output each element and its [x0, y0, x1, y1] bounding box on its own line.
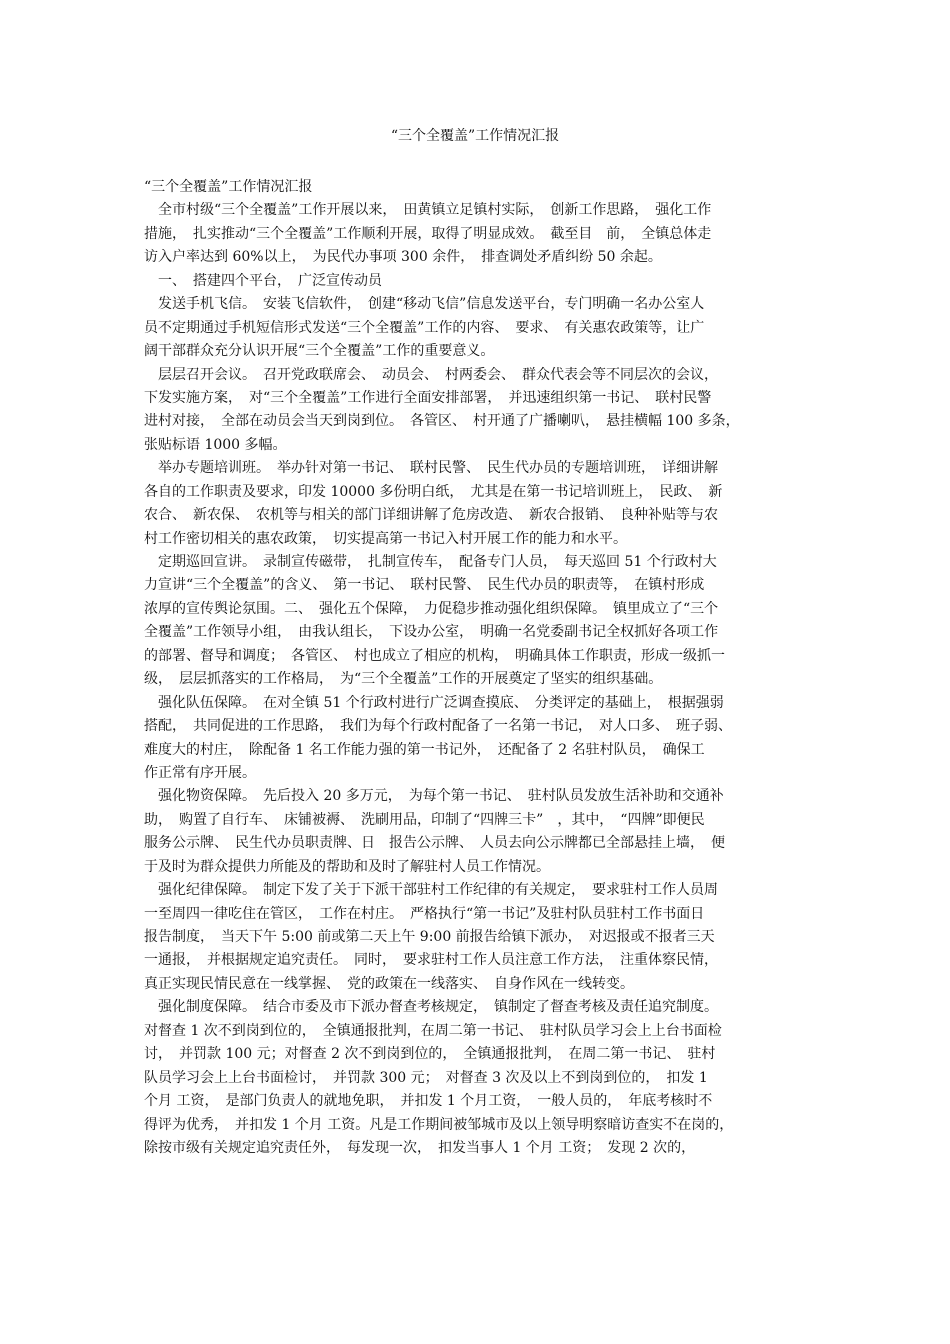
body-text-line: 对督查 1 次不到岗到位的， 全镇通报批判，在周二第一书记、 驻村队员学习会上上台书面检	[144, 1022, 722, 1039]
document-title: “三个全覆盖”工作情况汇报	[390, 128, 560, 144]
body-text-line: 浓厚的宣传舆论氛围。二、 强化五个保障， 力促稳步推动强化组织保障。 镇里成立了“三个	[144, 600, 719, 617]
body-text-line: 各自的工作职责及要求，印发 10000 多份明白纸， 尤其是在第一书记培训班上， 民政、 新	[144, 483, 723, 500]
body-text-line: 力宣讲“三个全覆盖”的含义、 第一书记、 联村民警、 民生代办员的职责等， 在镇村形成	[144, 577, 705, 594]
body-text-line: 阔干部群众充分认识开展“三个全覆盖”工作的重要意义。	[144, 343, 495, 360]
body-text-line: 下发实施方案， 对“三个全覆盖”工作进行全面安排部署， 并迅速组织第一书记、 联村民警	[144, 389, 712, 406]
body-text-line: 报告制度， 当天下午 5:00 前或第二天上午 9:00 前报告给镇下派办， 对迟报或不报者三天	[144, 929, 715, 945]
body-text-line: 强化制度保障。 结合市委及市下派办督查考核规定， 镇制定了督查考核及责任追究制度。	[144, 999, 718, 1016]
body-text-line: 难度大的村庄， 除配备 1 名工作能力强的第一书记外， 还配备了 2 名驻村队员， 确保工	[144, 741, 705, 758]
body-text-line: 得评为优秀， 并扣发 1 个月 工资。凡是工作期间被邹城市及以上领导明察暗访查实不在岗的，	[144, 1116, 734, 1133]
body-text-line: 全市村级“三个全覆盖”工作开展以来， 田黄镇立足镇村实际， 创新工作思路， 强化工作	[144, 202, 712, 219]
body-text-line: 队员学习会上上台书面检讨， 并罚款 300 元； 对督查 3 次及以上不到岗到位的， 扣发 1	[144, 1069, 708, 1086]
body-text-line: “三个全覆盖”工作情况汇报	[144, 179, 313, 195]
body-text-line: 除按市级有关规定追究责任外， 每发现一次， 扣发当事人 1 个月 工资； 发现 2 次的，	[144, 1139, 696, 1156]
body-text-line: 举办专题培训班。 举办针对第一书记、 联村民警、 民生代办员的专题培训班， 详细讲解	[144, 460, 718, 477]
body-text-line: 真正实现民情民意在一线掌握、 党的政策在一线落实、 自身作风在一线转变。	[144, 975, 634, 992]
body-text-line: 助， 购置了自行车、 床铺被褥、 洗刷用品，印制了“四牌三卡” ，其中， “四牌”即便民	[144, 811, 705, 828]
body-text-line: 村工作密切相关的惠农政策， 切实提高第一书记入村开展工作的能力和水平。	[144, 530, 627, 547]
body-text-line: 讨， 并罚款 100 元；对督查 2 次不到岗到位的， 全镇通报批判， 在周二第一书记、 驻村	[144, 1046, 716, 1063]
body-text-line: 层层召开会议。 召开党政联席会、 动员会、 村两委会、 群众代表会等不同层次的会议，	[144, 366, 718, 383]
body-text-line: 搭配， 共同促进的工作思路， 我们为每个行政村配备了一名第一书记， 对人口多、 班子弱、	[144, 718, 732, 735]
body-text-line: 措施， 扎实推动“三个全覆盖”工作顺利开展，取得了明显成效。 截至目 前， 全镇总体走	[144, 225, 712, 242]
body-text-line: 级， 层层抓落实的工作格局， 为“三个全覆盖”工作的开展奠定了坚实的组织基础。	[144, 671, 663, 688]
body-text-line: 张贴标语 1000 多幅。	[144, 436, 287, 453]
body-text-line: 于及时为群众提供力所能及的帮助和及时了解驻村人员工作情况。	[144, 858, 550, 875]
body-text-line: 个月 工资， 是部门负责人的就地免职， 并扣发 1 个月工资， 一般人员的， 年底考核时不	[144, 1093, 713, 1110]
body-text-line: 进村对接， 全部在动员会当天到岗到位。 各管区、 村开通了广播喇叭， 悬挂横幅 100 多条，	[144, 413, 740, 430]
body-text-line: 作正常有序开展。	[144, 764, 256, 781]
document-body	[144, 176, 812, 1160]
body-text-line: 访入户率达到 60%以上， 为民代办事项 300 余件， 排查调处矛盾纠纷 50 余起。	[144, 249, 662, 266]
body-text-line: 强化物资保障。 先后投入 20 多万元， 为每个第一书记、 驻村队员发放生活补助和交通补	[144, 788, 724, 805]
body-text-line: 一、 搭建四个平台， 广泛宣传动员	[144, 272, 382, 289]
body-text-line: 强化队伍保障。 在对全镇 51 个行政村进行广泛调查摸底、 分类评定的基础上， 根据强弱	[144, 694, 724, 711]
body-text-line: 强化纪律保障。 制定下发了关于下派干部驻村工作纪律的有关规定， 要求驻村工作人员周	[144, 882, 718, 899]
body-text-line: 员不定期通过手机短信形式发送“三个全覆盖”工作的内容、 要求、 有关惠农政策等，让广	[144, 319, 705, 336]
body-text-line: 农合、 新农保、 农机等与相关的部门详细讲解了危房改造、 新农合报销、 良种补贴等与农	[144, 507, 718, 524]
body-text-line: 发送手机飞信。 安装飞信软件， 创建“移动飞信”信息发送平台，专门明确一名办公室人	[144, 296, 705, 313]
body-text-line: 一至周四一律吃住在管区， 工作在村庄。 严格执行“第一书记”及驻村队员驻村工作书面日	[144, 905, 705, 922]
body-text-line: 定期巡回宣讲。 录制宣传磁带， 扎制宣传车， 配备专门人员， 每天巡回 51 个行政村大	[144, 554, 717, 570]
body-text-line: 全覆盖”工作领导小组， 由我认组长， 下设办公室， 明确一名党委副书记全权抓好各项工作	[144, 624, 719, 641]
body-text-line: 服务公示牌、 民生代办员职责牌、日 报告公示牌、 人员去向公示牌都已全部悬挂上墙， 便	[144, 835, 725, 852]
body-text-line: 的部署、督导和调度； 各管区、 村也成立了相应的机构， 明确具体工作职责，形成一级抓一	[144, 647, 725, 664]
body-text-line: 一通报， 并根据规定追究责任。 同时， 要求驻村工作人员注意工作方法， 注重体察民情，	[144, 952, 718, 969]
